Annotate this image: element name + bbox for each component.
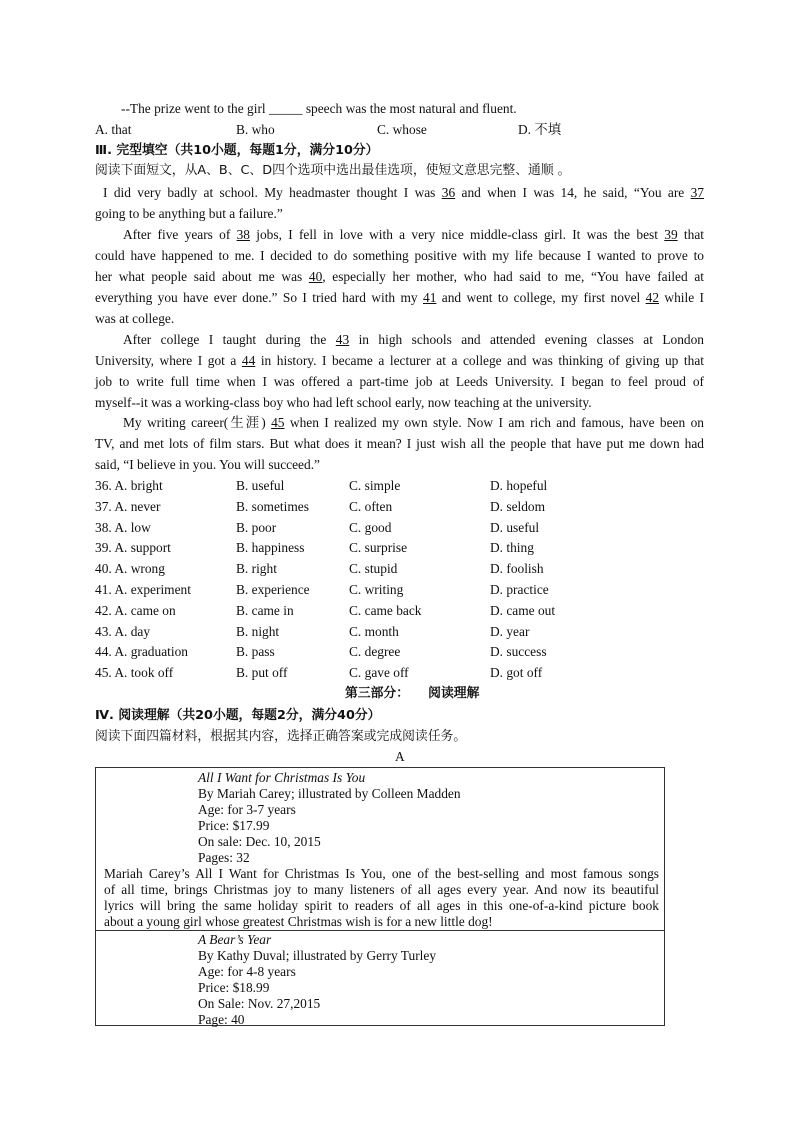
p4-line2: TV, and met lots of film stars. But what does it mean? I just wish all the people that have put me down had <box>95 436 704 451</box>
blank-42: 42 <box>645 290 660 305</box>
book1-desc-line: lyrics will bring the same holiday spirit to readers of all ages in this one-of-a-kind picture book <box>104 898 659 913</box>
blank-39: 39 <box>664 227 678 242</box>
blank: _____ <box>268 101 303 116</box>
question-36-option-d: D. hopeful <box>490 478 548 493</box>
text: After five years of <box>123 227 237 242</box>
blank-40: 40 <box>308 269 323 284</box>
question-45-option-d: D. got off <box>490 665 543 681</box>
question-44-option-b: B. pass <box>236 644 275 660</box>
question-37-option-d: D. seldom <box>490 498 546 514</box>
question-36-option-c: C. simple <box>349 478 401 493</box>
section4-heading: Ⅳ. 阅读理解（共20小题，每题2分，满分40分） <box>95 708 381 723</box>
p1-line2: going to be anything but a failure.” <box>95 206 283 221</box>
blank-37: 37 <box>690 185 704 200</box>
book-table <box>95 767 665 1026</box>
text: and when I was 14, he said, “You are <box>455 185 691 200</box>
stem-text: speech was the most natural and fluent. <box>302 101 517 116</box>
p2-line1 <box>123 227 704 243</box>
text: and went to college, my first novel <box>436 290 646 305</box>
question-40-option-c: C. stupid <box>349 561 398 577</box>
question-36-option-a: 36. A. bright <box>95 478 163 493</box>
question-45-option-c: C. gave off <box>349 665 409 681</box>
option-c: C. whose <box>377 122 427 137</box>
option-b: B. who <box>236 122 275 137</box>
question-41-option-d: D. practice <box>490 582 549 597</box>
question-40-option-b: B. right <box>236 561 277 577</box>
p2-line3 <box>95 269 704 285</box>
question-38-option-c: C. good <box>349 519 392 535</box>
p2-line4 <box>95 290 704 306</box>
section3-heading: Ⅲ. 完型填空（共10小题，每题1分，满分10分） <box>95 143 379 158</box>
question-38-option-a: 38. A. low <box>95 519 151 535</box>
text: everything you have ever done.” So I tried hard with my <box>95 290 423 305</box>
p2-line5: was at college. <box>95 311 175 326</box>
question-42-option-d: D. came out <box>490 602 556 618</box>
question-39-option-c: C. surprise <box>349 540 408 556</box>
text: that <box>677 227 704 242</box>
book1-pages: Pages: 32 <box>198 850 250 865</box>
text: while I <box>659 290 704 305</box>
book2-author: By Kathy Duval; illustrated by Gerry Turley <box>198 948 437 963</box>
book2-price: Price: $18.99 <box>198 980 270 995</box>
p3-line1 <box>123 332 704 348</box>
table-divider <box>96 930 664 931</box>
book1-title: All I Want for Christmas Is You <box>198 770 366 785</box>
question-38-option-d: D. useful <box>490 519 540 535</box>
option-d: D. 不填 <box>518 122 562 137</box>
part3-title: 第三部分： 阅读理解 <box>345 686 480 701</box>
book1-desc-line: Mariah Carey’s All I Want for Christmas Is You, one of the best-selling and most famous songs <box>104 866 659 881</box>
question-39-option-d: D. thing <box>490 540 534 556</box>
question-37-option-c: C. often <box>349 498 393 514</box>
blank-41: 41 <box>423 290 437 305</box>
question-36-option-b: B. useful <box>236 478 285 493</box>
text: , especially her mother, who had said to me, “You have failed at <box>322 269 704 284</box>
passage-label: A <box>395 749 405 764</box>
text: jobs, I fell in love with a very nice middle-class girl. It was the best <box>249 227 665 242</box>
book2-age: Age: for 4-8 years <box>198 964 296 979</box>
book2-pages: Page: 40 <box>198 1012 245 1027</box>
question-40-option-a: 40. A. wrong <box>95 561 165 577</box>
p4-line1 <box>123 415 704 431</box>
question-43-option-d: D. year <box>490 623 530 639</box>
question-43-option-b: B. night <box>236 623 280 639</box>
option-a: A. that <box>95 122 132 137</box>
question-42-option-c: C. came back <box>349 602 422 618</box>
text: My writing career(生涯) <box>123 415 272 430</box>
question-41-option-c: C. writing <box>349 582 404 597</box>
stem-text: --The prize went to the girl <box>121 101 269 116</box>
question-37-option-a: 37. A. never <box>95 498 161 514</box>
text: when I realized my own style. Now I am rich and famous, have been on <box>284 415 704 430</box>
book2-sale: On Sale: Nov. 27,2015 <box>198 996 321 1011</box>
question-37-option-b: B. sometimes <box>236 498 309 514</box>
blank-36: 36 <box>441 185 456 200</box>
question-44-option-a: 44. A. graduation <box>95 644 188 660</box>
question-40-option-d: D. foolish <box>490 561 544 577</box>
text: in high schools and attended evening classes at London <box>349 332 704 347</box>
question-41-option-a: 41. A. experiment <box>95 582 191 597</box>
question-43-option-c: C. month <box>349 623 399 639</box>
prev-question-stem <box>121 101 517 117</box>
p1-line1 <box>103 185 704 201</box>
question-45-option-b: B. put off <box>236 665 288 681</box>
question-43-option-a: 43. A. day <box>95 623 151 639</box>
p4-line3: said, “I believe in you. You will succeed.” <box>95 457 320 472</box>
p3-line3: job to write full time when I was offered a part-time job at Leeds University. I began to feel proud of <box>95 374 704 389</box>
text: I did very badly at school. My headmaster thought I was <box>103 185 442 200</box>
p2-line2: could have happened to me. I decided to do something positive with my life because I wanted to prove to <box>95 248 704 263</box>
question-44-option-d: D. success <box>490 644 547 660</box>
question-42-option-a: 42. A. came on <box>95 602 176 618</box>
text: in history. I became a lecturer at a college and was thinking of giving up that <box>255 353 704 368</box>
book1-desc-line: about a young girl whose greatest Christmas wish is for a new little dog! <box>104 914 493 929</box>
blank-44: 44 <box>241 353 256 368</box>
book1-price: Price: $17.99 <box>198 818 270 833</box>
book2-title: A Bear’s Year <box>198 932 272 947</box>
blank-43: 43 <box>335 332 350 347</box>
book1-age: Age: for 3-7 years <box>198 802 296 817</box>
book1-sale: On sale: Dec. 10, 2015 <box>198 834 321 849</box>
book1-author: By Mariah Carey; illustrated by Colleen Madden <box>198 786 461 801</box>
question-39-option-a: 39. A. support <box>95 540 171 556</box>
section4-instruction: 阅读下面四篇材料，根据其内容，选择正确答案或完成阅读任务。 <box>95 729 467 744</box>
question-42-option-b: B. came in <box>236 602 294 618</box>
question-45-option-a: 45. A. took off <box>95 665 174 681</box>
p3-line4: myself--it was a working-class boy who had left school early, now teaching at the university. <box>95 395 592 410</box>
question-44-option-c: C. degree <box>349 644 401 660</box>
blank-38: 38 <box>236 227 250 242</box>
book1-desc-line: of all time, brings Christmas joy to many listeners of all ages every year. And now its beautiful <box>104 882 659 897</box>
question-38-option-b: B. poor <box>236 519 277 535</box>
text: her what people said about me was <box>95 269 309 284</box>
section3-instruction: 阅读下面短文，从A、B、C、D四个选项中选出最佳选项，使短文意思完整、通顺 。 <box>95 163 571 178</box>
blank-45: 45 <box>271 415 285 430</box>
text: After college I taught during the <box>123 332 336 347</box>
p3-line2 <box>95 353 704 369</box>
question-39-option-b: B. happiness <box>236 540 305 556</box>
question-41-option-b: B. experience <box>236 582 310 597</box>
text: University, where I got a <box>95 353 242 368</box>
